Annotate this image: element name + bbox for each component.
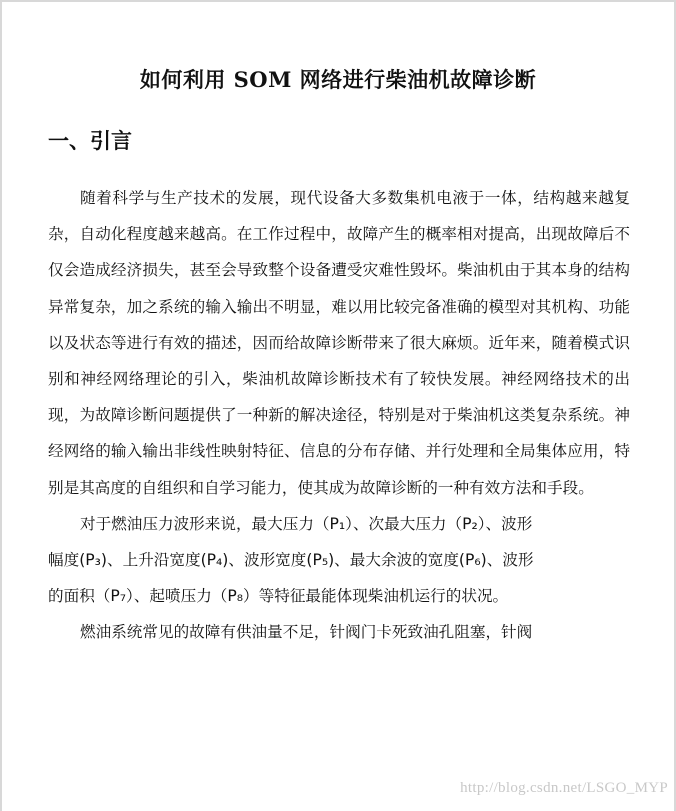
document-body [48, 180, 630, 651]
paragraph-pressure-features [48, 506, 630, 615]
paragraph-line: 幅度(P₃)、上升沿宽度(P₄)、波形宽度(P₅)、最大余波的宽度(P₆)、波形 [48, 551, 534, 570]
paragraph-fuel-system-faults: 燃油系统常见的故障有供油量不足，针阀门卡死致油孔阻塞，针阀 [80, 623, 533, 642]
section-heading: 一、引言 [48, 128, 132, 153]
document-title: 如何利用 SOM 网络进行柴油机故障诊断 [139, 67, 537, 92]
paragraph-line: 对于燃油压力波形来说，最大压力（P₁）、次最大压力（P₂）、波形 [80, 514, 533, 533]
paragraph-introduction: 随着科学与生产技术的发展，现代设备大多数集机电液于一体，结构越来越复杂，自动化程度越来越高。在工作过程中，故障产生的概率相对提高，出现故障后不仅会造成经济损失，甚至会导致整个设备遭受灾难性毁坏。柴油机由于其本身的结构异常复杂，加之系统的输入输出不明显，难以用比较完备准确的模型对其机构、功能以及状态等进行有效的描述，因而给故障诊断带来了很大麻烦。近年来，随着模式识别和神经网络理论的引入，柴油机故障诊断技术有了较快发展。神经网络技术的出现，为故障诊断问题提供了一种新的解决途径，特别是对于柴油机这类复杂系统。神经网络的输入输出非线性映射特征、信息的分布存储、并行处理和全局集体应用，特别是其高度的自组织和自学习能力，使其成为故障诊断的一种有效方法和手段。 [48, 189, 630, 497]
page-border-top [0, 0, 676, 2]
paragraph-line: 的面积（P₇）、起喷压力（P₈）等特征最能体现柴油机运行的状况。 [48, 587, 509, 606]
watermark-url: http://blog.csdn.net/LSGO_MYP [460, 780, 668, 796]
page-border-left [0, 0, 2, 811]
